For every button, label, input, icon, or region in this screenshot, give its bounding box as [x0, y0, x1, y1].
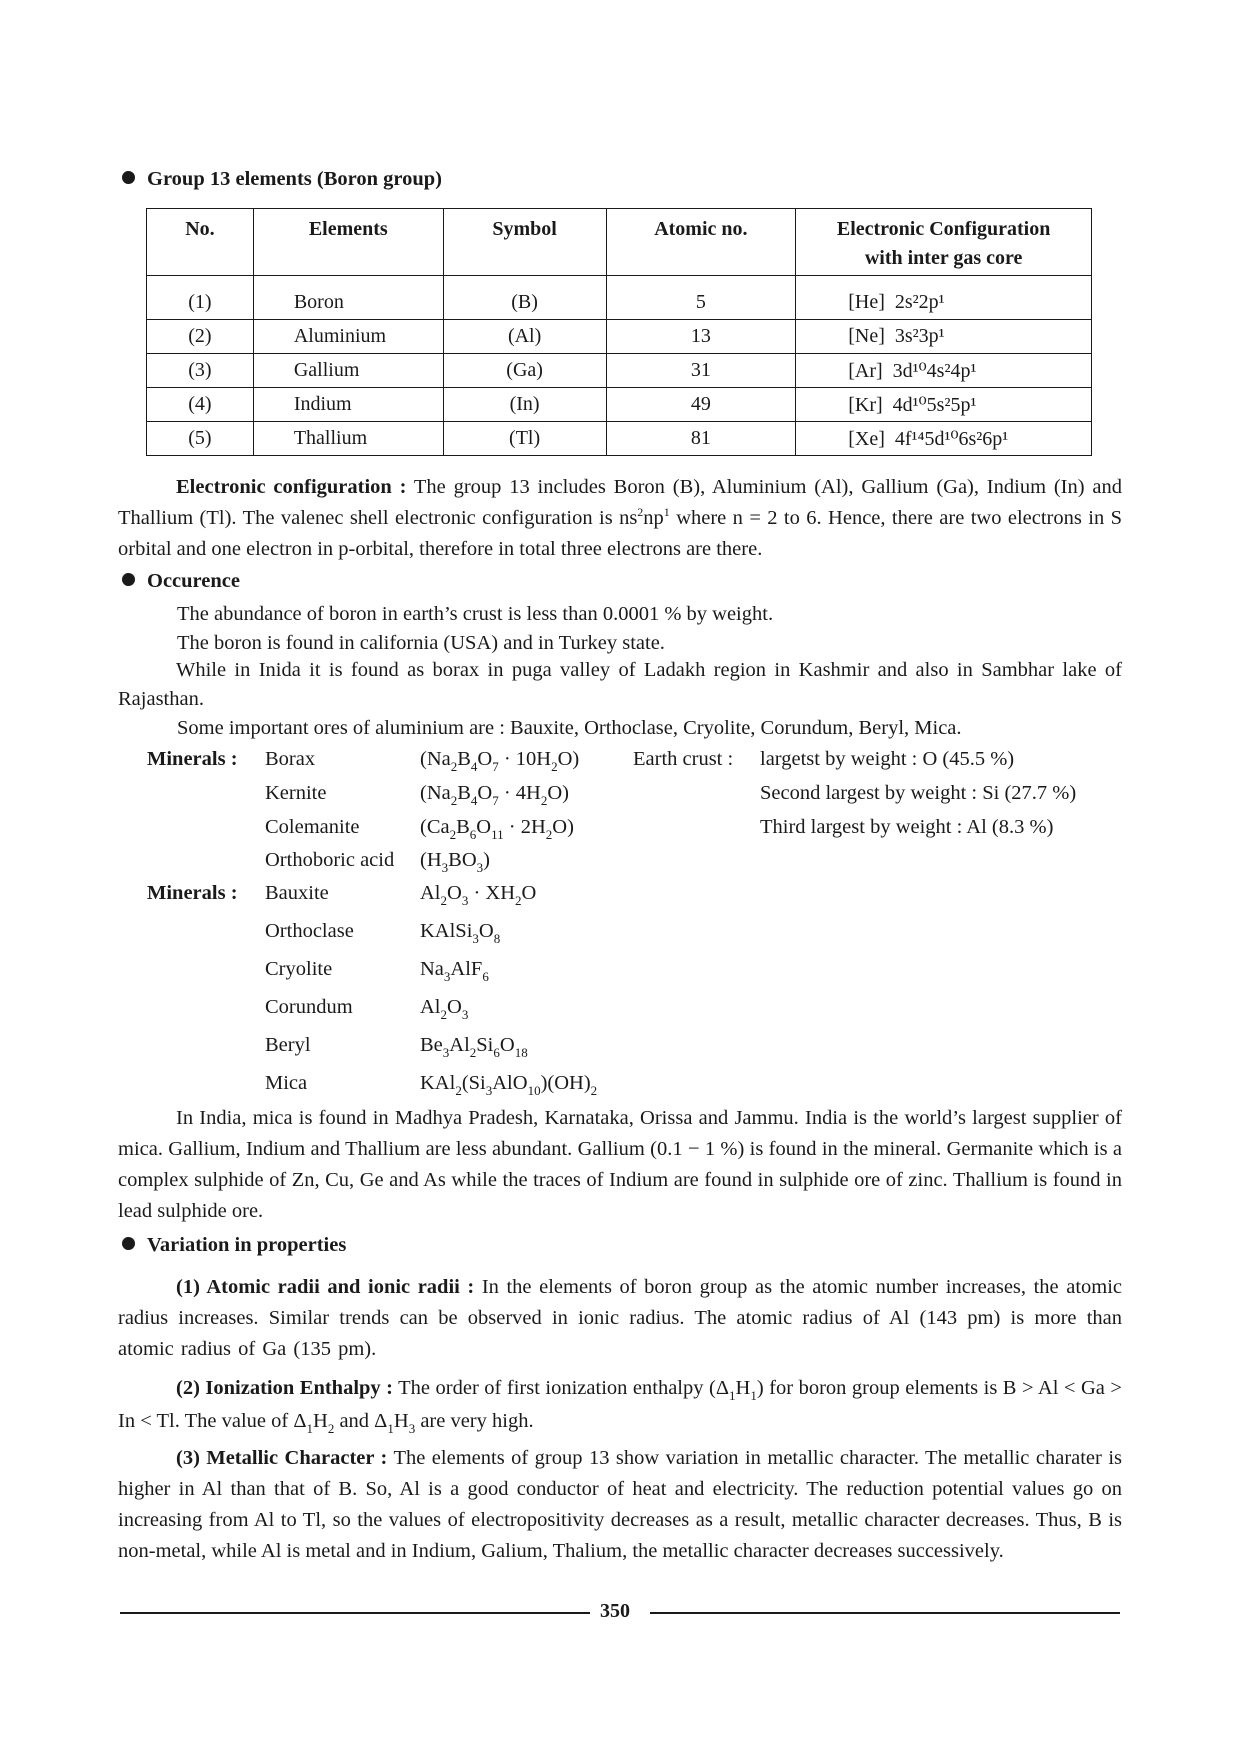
header-elements: Elements [253, 209, 443, 276]
heading-variation [122, 1234, 346, 1257]
group13-table [146, 208, 1092, 456]
cell-no: (3) [147, 354, 254, 388]
config-value: 4d¹⁰5s²5p¹ [892, 394, 977, 416]
formula-mica: $KAl_2(Si_3AlO_{10})(OH)_2$ [420, 1072, 598, 1098]
cell-no: (2) [147, 320, 254, 354]
ionization-text: are very high. [415, 1410, 534, 1432]
ionization-text: and Δ [334, 1410, 388, 1432]
config-value: 3s²3p¹ [894, 325, 945, 347]
cell-atomic: 13 [606, 320, 796, 354]
atomic-radii-text: In the elements of boron group as the atomic number increases, the atomic radius increases. Similar trends can be observed in ionic radius. The atomic radius of Al (143 pm) is more than atomic radius of Ga (135 pm). [118, 1276, 1123, 1360]
config-value: 2s²2p¹ [894, 291, 945, 313]
earth-crust-label: Earth crust : [633, 748, 734, 770]
config-core: [Kr] [848, 394, 883, 416]
table-row [147, 388, 1092, 422]
cell-config [796, 276, 1092, 320]
table-row [147, 276, 1092, 320]
config-core: [Ar] [848, 360, 883, 382]
bullet-icon [122, 171, 135, 184]
cell-atomic: 31 [606, 354, 796, 388]
electronic-config-label: Electronic configuration : [176, 476, 407, 498]
cell-config [796, 388, 1092, 422]
cell-config [796, 320, 1092, 354]
electronic-config-text: np [643, 507, 664, 529]
mineral-name: Bauxite [265, 882, 329, 904]
heading-group13-text: Group 13 elements (Boron group) [147, 168, 442, 190]
mineral-name: Borax [265, 748, 316, 770]
superscript: 1 [663, 505, 670, 519]
header-configuration [796, 209, 1092, 276]
cell-no: (5) [147, 422, 254, 456]
config-core: [He] [848, 291, 885, 313]
minerals-label: Minerals : [147, 882, 238, 904]
electronic-config-paragraph [118, 472, 1122, 565]
cell-atomic: 5 [606, 276, 796, 320]
earth-crust-note: largetst by weight : O (45.5 %) [760, 748, 1015, 770]
formula-corundum: $Al_2O_3$ [420, 996, 469, 1022]
ionization-label: (2) Ionization Enthalpy : [176, 1377, 394, 1399]
ionization-paragraph: (2) Ionization Enthalpy : The order of first ionization enthalpy $(\Delta_1H_1)$ for boron group elements is B > Al < Ga > In < Tl. The value of $\Delta_1H_2$ and $\Delta_1H_3$ are very high. [118, 1377, 1122, 1436]
cell-no: (1) [147, 276, 254, 320]
occurence-line: The boron is found in california (USA) and in Turkey state. [177, 632, 665, 654]
formula-bauxite: $Al_2O_3 \cdot XH_2O$ [420, 882, 537, 908]
metallic-text: The elements of group 13 show variation in metallic character. The metallic charater is higher in Al than that of B. So, Al is a good conductor of heat and electricity. The reduction potential values go on increasing from Al to Tl, so the values of electropositivity decreases as a result, metallic character decreases. Thus, B is non-metal, while Al is metal and in Indium, Galium, Thalium, the metallic character decreases successively. [118, 1447, 1122, 1562]
mineral-name: Colemanite [265, 816, 360, 838]
superscript: 2 [637, 505, 644, 519]
heading-occurence-text: Occurence [147, 570, 240, 592]
cell-element: Aluminium [253, 320, 443, 354]
page-number: 350 [600, 1600, 630, 1622]
header-atomic-no: Atomic no. [606, 209, 796, 276]
formula-colemanite: $(Ca_2B_6O_{11} \cdot 2H_2O)$ [420, 816, 574, 842]
formula-kernite: $(Na_2B_4O_7 \cdot 4H_2O)$ [420, 782, 570, 808]
header-no: No. [147, 209, 254, 276]
cell-atomic: 49 [606, 388, 796, 422]
header-symbol: Symbol [443, 209, 606, 276]
ores-line: Some important ores of aluminium are : Bauxite, Orthoclase, Cryolite, Corundum, Beryl, Mica. [177, 717, 962, 739]
mica-paragraph: In India, mica is found in Madhya Pradesh, Karnataka, Orissa and Jammu. India is the world’s largest supplier of mica. Gallium, Indium and Thallium are less abundant. Gallium (0.1 − 1 %) is found in the mineral. Germanite which is a complex sulphide of Zn, Cu, Ge and As while the traces of Indium are found in sulphide ore of zinc. Thallium is found in lead sulphide ore. [118, 1107, 1122, 1222]
table-row [147, 354, 1092, 388]
footer-rule-left [120, 1612, 590, 1614]
cell-element: Boron [253, 276, 443, 320]
atomic-radii-paragraph [118, 1272, 1122, 1365]
mineral-name: Mica [265, 1072, 308, 1094]
earth-crust-note: Third largest by weight : Al (8.3 %) [760, 816, 1054, 838]
formula-orthoboric-acid: $(H_3BO_3)$ [420, 849, 490, 875]
heading-occurence [122, 570, 240, 593]
cell-symbol: (In) [443, 388, 606, 422]
header-configuration-line1: Electronic Configuration [836, 218, 1051, 240]
cell-symbol: (Al) [443, 320, 606, 354]
formula-borax: $(Na_2B_4O_7 \cdot 10H_2O)$ [420, 748, 580, 774]
occurence-line: The abundance of boron in earth’s crust is less than 0.0001 % by weight. [177, 603, 774, 625]
cell-symbol: (Tl) [443, 422, 606, 456]
cell-no: (4) [147, 388, 254, 422]
electronic-config-text: where n = 2 to 6. Hence, there are two electrons in S orbital and one electron in p-orbital, therefore in total three electrons are there. [118, 507, 1122, 560]
footer-rule-right [650, 1612, 1120, 1614]
mineral-name: Corundum [265, 996, 353, 1018]
cell-element: Thallium [253, 422, 443, 456]
ionization-text: The order of first ionization enthalpy (Δ [393, 1377, 730, 1399]
minerals-label: Minerals : [147, 748, 238, 770]
heading-variation-text: Variation in properties [147, 1234, 347, 1256]
formula-beryl: $Be_3Al_2Si_6O_{18}$ [420, 1034, 528, 1060]
config-value: 3d¹⁰4s²4p¹ [892, 360, 977, 382]
heading-group13 [122, 168, 442, 191]
table-header-row [147, 209, 1092, 276]
cell-symbol: (Ga) [443, 354, 606, 388]
header-configuration-line2: with inter gas core [864, 247, 1023, 269]
earth-crust-note: Second largest by weight : Si (27.7 %) [760, 782, 1077, 804]
mineral-name: Kernite [265, 782, 327, 804]
cell-config [796, 354, 1092, 388]
formula-cryolite: $Na_3AlF_6$ [420, 958, 489, 984]
cell-atomic: 81 [606, 422, 796, 456]
atomic-radii-label: (1) Atomic radii and ionic radii : [176, 1276, 475, 1298]
mineral-name: Beryl [265, 1034, 311, 1056]
config-core: [Xe] [848, 428, 885, 450]
cell-element: Indium [253, 388, 443, 422]
cell-symbol: (B) [443, 276, 606, 320]
electronic-config-text: The group 13 includes Boron (B), Aluminium (Al), Gallium (Ga), Indium (In) and Thallium (Tl). The valenec shell electronic configuration is ns [118, 476, 1122, 529]
occurence-paragraph: While in Inida it is found as borax in puga valley of Ladakh region in Kashmir and also in Sambhar lake of Rajasthan. [118, 659, 1122, 710]
table-row [147, 320, 1092, 354]
metallic-paragraph [118, 1443, 1122, 1567]
cell-element: Gallium [253, 354, 443, 388]
config-value: 4f¹⁴5d¹⁰6s²6p¹ [894, 428, 1009, 450]
config-core: [Ne] [848, 325, 885, 347]
mineral-name: Orthoclase [265, 920, 354, 942]
bullet-icon [122, 1237, 135, 1250]
bullet-icon [122, 573, 135, 586]
formula-orthoclase: $KAlSi_3O_8$ [420, 920, 501, 946]
metallic-label: (3) Metallic Character : [176, 1447, 388, 1469]
ionization-text: ) for boron group elements is B > Al < Ga > In < Tl. The value of Δ [118, 1377, 1122, 1432]
mineral-name: Cryolite [265, 958, 333, 980]
cell-config [796, 422, 1092, 456]
mineral-name: Orthoboric acid [265, 849, 395, 871]
table-row [147, 422, 1092, 456]
